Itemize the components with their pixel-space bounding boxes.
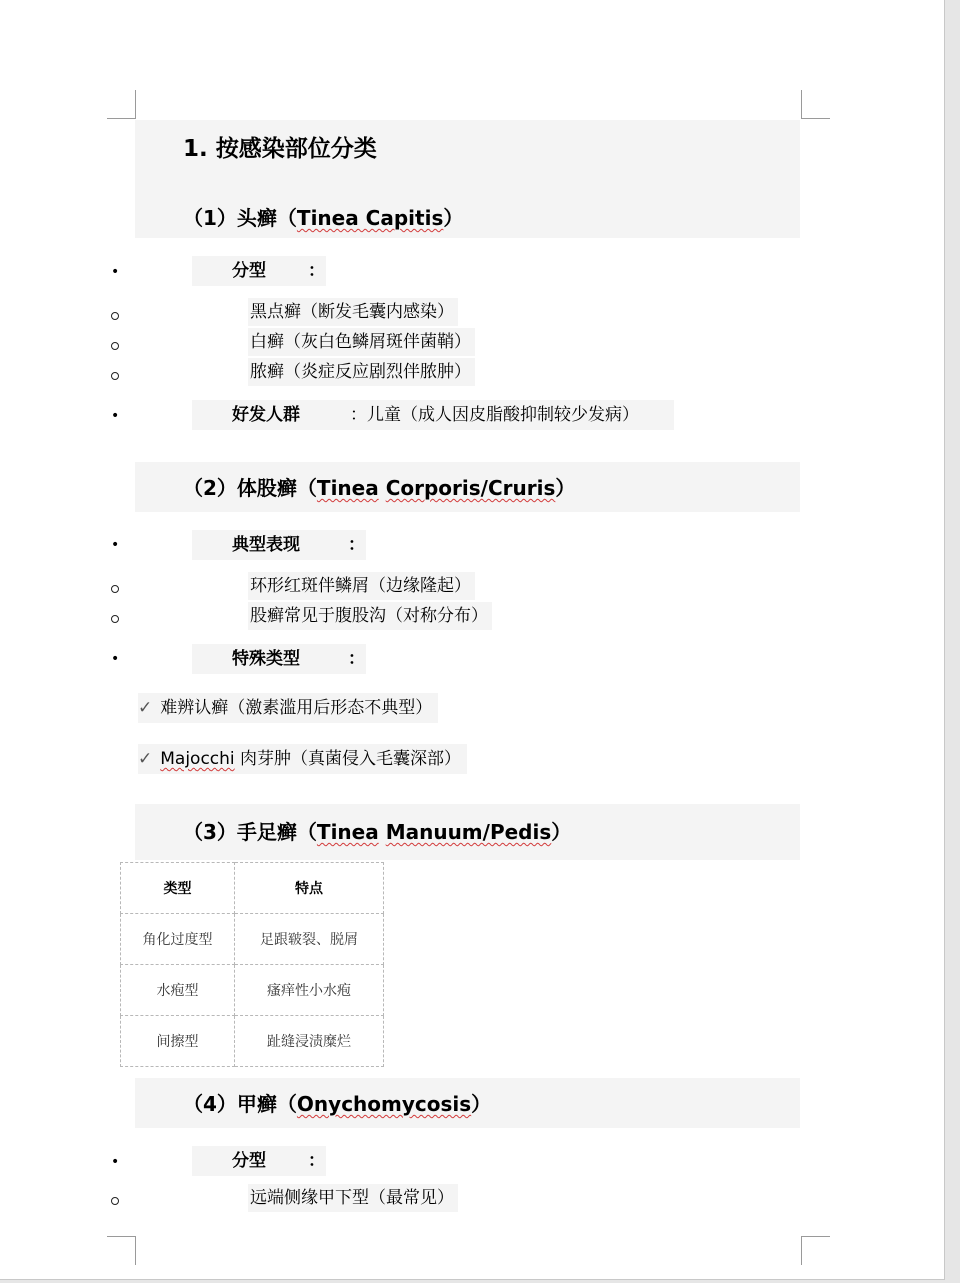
heading-prefix: （3）手足癣（ <box>183 820 317 844</box>
heading-term: Tinea <box>316 820 379 844</box>
crop-mark-top-right <box>801 90 830 119</box>
heading-suffix: ） <box>555 476 576 500</box>
types-label-box <box>192 1146 326 1176</box>
heading-prefix: （1）头癣（ <box>183 206 297 230</box>
crop-mark-top-left <box>107 90 136 119</box>
table-cell: 角化过度型 <box>121 914 235 965</box>
population-box <box>192 400 674 430</box>
bullet: • <box>111 264 120 280</box>
population-value: ：儿童（成人因皮脂酸抑制较少发病） <box>350 405 639 425</box>
sub-bullet <box>111 312 119 320</box>
crop-mark-bottom-left <box>107 1236 136 1265</box>
list-item: 远端侧缘甲下型（最常见） <box>248 1184 458 1212</box>
types-label-box <box>192 256 326 286</box>
bullet: • <box>111 651 120 667</box>
table-header-cell: 特点 <box>235 863 384 914</box>
heading-onychomycosis <box>183 1088 491 1117</box>
colon: ： <box>308 261 325 281</box>
heading-term: Manuum/Pedis <box>385 820 552 844</box>
crop-mark-bottom-right <box>801 1236 830 1265</box>
check-icon: ✓ <box>138 698 153 718</box>
heading-block-onychomycosis <box>135 1078 800 1128</box>
table-cell: 足跟皲裂、脱屑 <box>235 914 384 965</box>
sub-bullet <box>111 342 119 350</box>
colon: ： <box>348 535 365 555</box>
table-header-cell: 类型 <box>121 863 235 914</box>
section-heading-block <box>135 120 800 238</box>
heading-term: Onychomycosis <box>296 1092 472 1116</box>
heading-block-manuum <box>135 804 800 860</box>
table-row <box>121 1016 384 1067</box>
colon: ： <box>308 1151 325 1171</box>
types-label: 分型 <box>232 261 266 281</box>
list-item: 环形红斑伴鳞屑（边缘隆起） <box>248 572 475 600</box>
types-label: 分型 <box>232 1151 266 1171</box>
bullet: • <box>111 1154 120 1170</box>
table-cell: 间擦型 <box>121 1016 235 1067</box>
heading-prefix: （4）甲癣（ <box>183 1092 297 1116</box>
typical-label: 典型表现 <box>232 535 300 555</box>
sub-bullet <box>111 615 119 623</box>
sub-bullet <box>111 372 119 380</box>
section-title: 1. 按感染部位分类 <box>183 136 377 162</box>
table-row <box>121 914 384 965</box>
typical-label-box <box>192 530 366 560</box>
checklist-text: 肉芽肿（真菌侵入毛囊深部） <box>234 749 462 769</box>
table-row <box>121 965 384 1016</box>
heading-suffix: ） <box>471 1092 492 1116</box>
heading-term: Tinea Capitis <box>296 206 444 230</box>
heading-term: Tinea <box>316 476 379 500</box>
check-icon: ✓ <box>138 749 153 769</box>
sub-bullet <box>111 585 119 593</box>
bullet: • <box>111 537 120 553</box>
heading-suffix: ） <box>443 206 464 230</box>
colon: ： <box>348 649 365 669</box>
heading-suffix: ） <box>551 820 572 844</box>
special-label-box <box>192 644 366 674</box>
checklist-text: 难辨认癣（激素滥用后形态不典型） <box>160 698 433 718</box>
heading-tinea-capitis <box>183 202 463 231</box>
heading-tinea-manuum <box>183 816 571 845</box>
types-table <box>120 862 384 1067</box>
table-cell: 水疱型 <box>121 965 235 1016</box>
checklist-item <box>138 744 467 774</box>
list-item: 白癣（灰白色鳞屑斑伴菌鞘） <box>248 328 475 356</box>
heading-block-corporis <box>135 462 800 512</box>
list-item: 股癣常见于腹股沟（对称分布） <box>248 602 492 630</box>
table-cell: 趾缝浸渍糜烂 <box>235 1016 384 1067</box>
table-header-row <box>121 863 384 914</box>
sub-bullet <box>111 1197 119 1205</box>
heading-tinea-corporis <box>183 472 575 501</box>
bullet: • <box>111 408 120 424</box>
list-item: 黑点癣（断发毛囊内感染） <box>248 298 458 326</box>
checklist-item <box>138 693 438 723</box>
table-cell: 瘙痒性小水疱 <box>235 965 384 1016</box>
special-label: 特殊类型 <box>232 649 300 669</box>
list-item: 脓癣（炎症反应剧烈伴脓肿） <box>248 358 475 386</box>
checklist-term: Majocchi <box>160 749 235 769</box>
heading-prefix: （2）体股癣（ <box>183 476 317 500</box>
population-label: 好发人群 <box>232 405 300 425</box>
heading-term: Corporis/Cruris <box>385 476 556 500</box>
